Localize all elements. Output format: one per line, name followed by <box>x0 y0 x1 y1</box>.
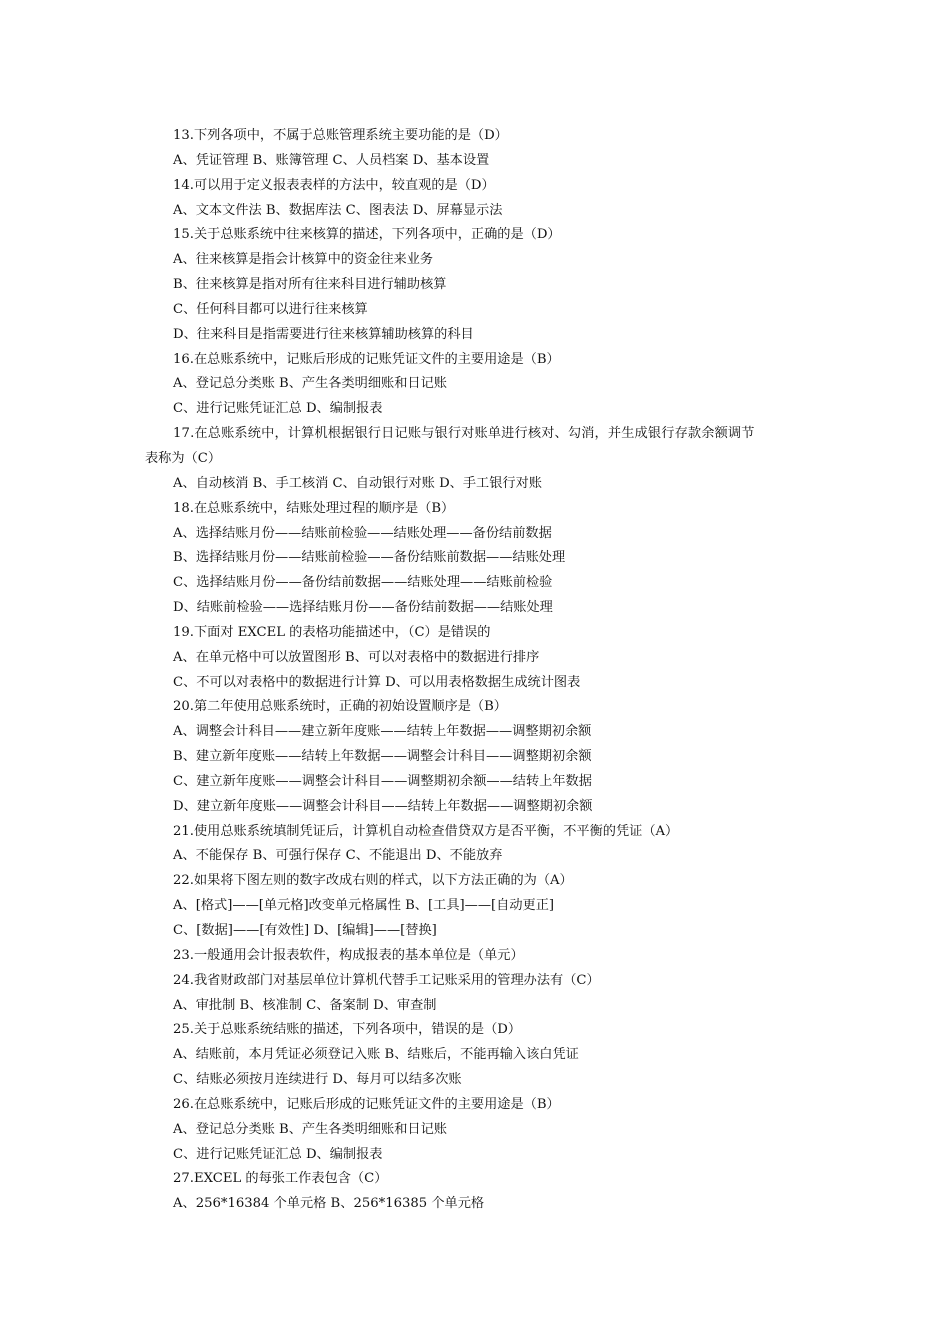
answer-options-line: C、进行记账凭证汇总 D、编制报表 <box>173 1146 383 1162</box>
document-body <box>145 124 825 1217</box>
question-line: 22.如果将下图左则的数字改成右则的样式，以下方法正确的为（A） <box>173 873 573 889</box>
answer-options-line: A、文本文件法 B、数据库法 C、图表法 D、屏幕显示法 <box>173 202 503 218</box>
answer-options-line: C、进行记账凭证汇总 D、编制报表 <box>173 401 383 417</box>
answer-options-line: A、不能保存 B、可强行保存 C、不能退出 D、不能放弃 <box>173 848 503 864</box>
question-line: 27.EXCEL 的每张工作表包含（C） <box>173 1171 388 1187</box>
question-line: 14.可以用于定义报表表样的方法中，较直观的是（D） <box>173 177 495 193</box>
question-line-continuation: 表称为（C） <box>145 450 222 466</box>
answer-options-line: A、登记总分类账 B、产生各类明细账和日记账 <box>173 1121 447 1137</box>
answer-options-line: A、凭证管理 B、账簿管理 C、人员档案 D、基本设置 <box>173 152 490 168</box>
answer-options-line: A、256*16384 个单元格 B、256*16385 个单元格 <box>173 1196 485 1212</box>
answer-option-line: C、任何科目都可以进行往来核算 <box>173 301 368 317</box>
question-line: 23.一般通用会计报表软件，构成报表的基本单位是（单元） <box>173 947 524 963</box>
question-line: 20.第二年使用总账系统时，正确的初始设置顺序是（B） <box>173 699 507 715</box>
question-line: 13.下列各项中，不属于总账管理系统主要功能的是（D） <box>173 128 508 143</box>
answer-options-line: A、在单元格中可以放置图形 B、可以对表格中的数据进行排序 <box>173 649 540 665</box>
answer-options-line: A、[格式]——[单元格]改变单元格属性 B、[工具]——[自动更正] <box>173 898 555 914</box>
answer-options-line: A、结账前，本月凭证必须登记入账 B、结账后，不能再输入该白凭证 <box>173 1047 579 1063</box>
question-line: 21.使用总账系统填制凭证后，计算机自动检查借贷双方是否平衡，不平衡的凭证（A） <box>173 823 679 839</box>
answer-option-line: A、往来核算是指会计核算中的资金往来业务 <box>173 252 434 268</box>
question-line: 17.在总账系统中，计算机根据银行日记账与银行对账单进行核对、勾消，并生成银行存款余额调节 <box>173 426 755 442</box>
answer-option-line: A、调整会计科目——建立新年度账——结转上年数据——调整期初余额 <box>173 724 592 740</box>
question-line: 18.在总账系统中，结账处理过程的顺序是（B） <box>173 500 455 516</box>
answer-options-line: A、审批制 B、核准制 C、备案制 D、审查制 <box>173 997 437 1013</box>
answer-options-line: C、[数据]——[有效性] D、[编辑]——[替换] <box>173 923 437 938</box>
answer-option-line: B、往来核算是指对所有往来科目进行辅助核算 <box>173 277 447 293</box>
answer-options-line: C、不可以对表格中的数据进行计算 D、可以用表格数据生成统计图表 <box>173 674 581 690</box>
answer-option-line: B、选择结账月份——结账前检验——备份结账前数据——结账处理 <box>173 550 566 566</box>
question-line: 25.关于总账系统结账的描述，下列各项中，错误的是（D） <box>173 1022 522 1038</box>
question-line: 19.下面对 EXCEL 的表格功能描述中，（C）是错误的 <box>173 624 491 640</box>
question-line: 16.在总账系统中，记账后形成的记账凭证文件的主要用途是（B） <box>173 351 560 367</box>
question-line: 24.我省财政部门对基层单位计算机代替手工记账采用的管理办法有（C） <box>173 972 600 988</box>
question-line: 26.在总账系统中，记账后形成的记账凭证文件的主要用途是（B） <box>173 1096 560 1112</box>
answer-option-line: B、建立新年度账——结转上年数据——调整会计科目——调整期初余额 <box>173 749 592 765</box>
answer-option-line: D、结账前检验——选择结账月份——备份结前数据——结账处理 <box>173 600 553 616</box>
answer-options-line: C、结账必须按月连续进行 D、每月可以结多次账 <box>173 1072 462 1088</box>
answer-options-line: A、自动核消 B、手工核消 C、自动银行对账 D、手工银行对账 <box>173 475 542 491</box>
answer-option-line: C、选择结账月份——备份结前数据——结账处理——结账前检验 <box>173 575 553 591</box>
question-line: 15.关于总账系统中往来核算的描述，下列各项中，正确的是（D） <box>173 227 561 243</box>
answer-option-line: D、往来科目是指需要进行往来核算辅助核算的科目 <box>173 326 474 342</box>
answer-option-line: D、建立新年度账——调整会计科目——结转上年数据——调整期初余额 <box>173 798 593 814</box>
answer-option-line: C、建立新年度账——调整会计科目——调整期初余额——结转上年数据 <box>173 773 592 789</box>
answer-option-line: A、选择结账月份——结账前检验——结账处理——备份结前数据 <box>173 525 552 541</box>
answer-options-line: A、登记总分类账 B、产生各类明细账和日记账 <box>173 376 447 392</box>
